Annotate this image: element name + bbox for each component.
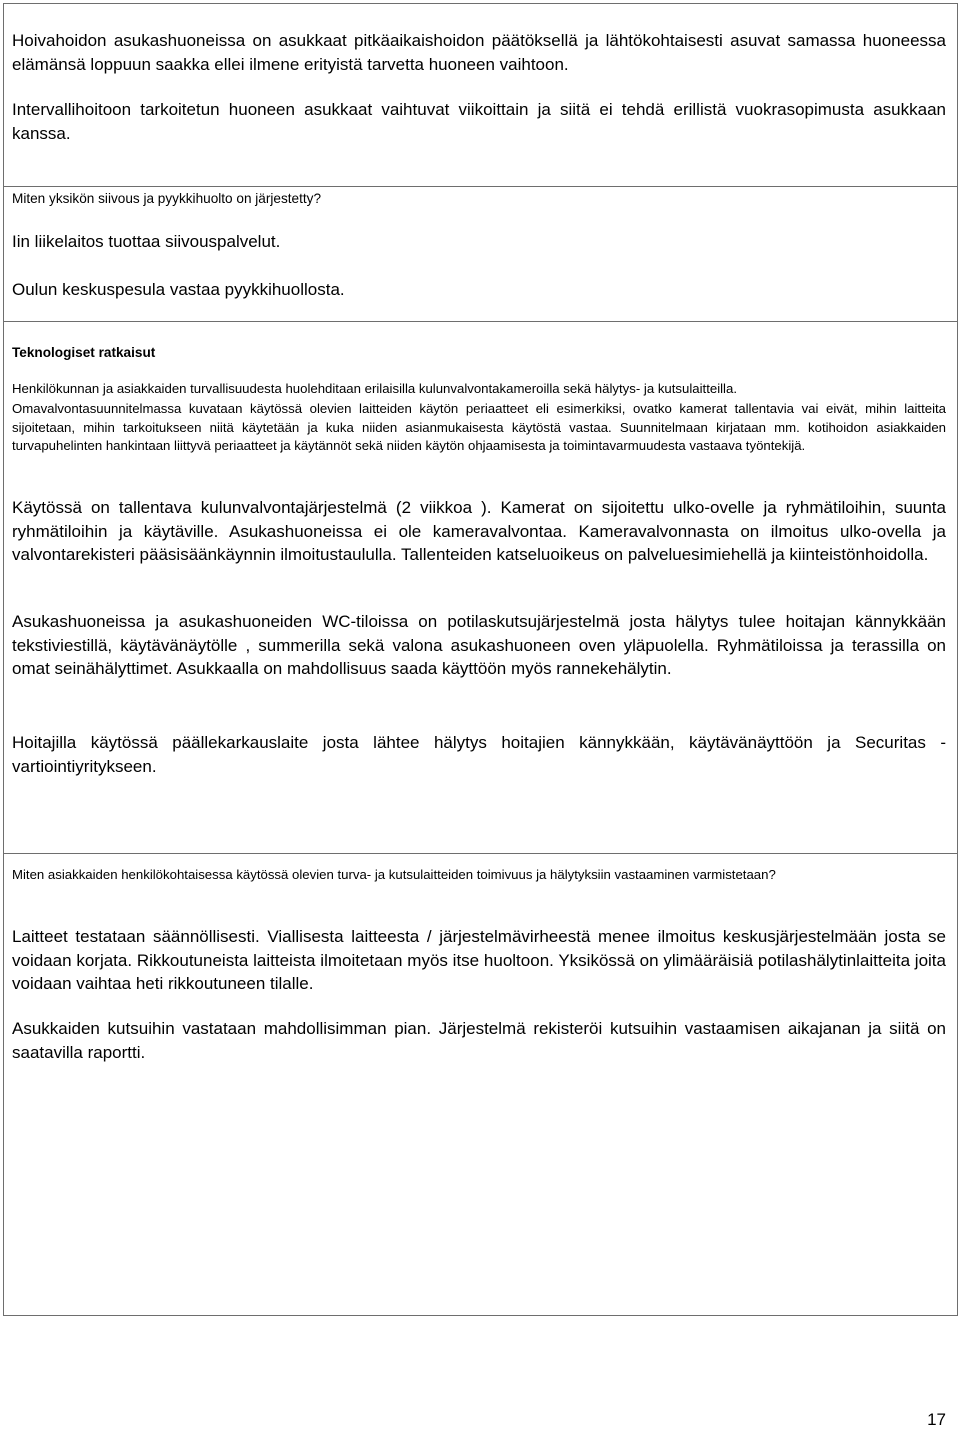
page-number: 17 <box>927 1410 946 1429</box>
device-monitoring-answer-2: Asukkaiden kutsuihin vastataan mahdollisimman pian. Järjestelmä rekisteröi kutsuihin vastaamisen aikajanan ja siitä on saatavilla raportti. <box>12 1019 946 1062</box>
resident-rooms-paragraph-2: Intervallihoitoon tarkoitetun huoneen asukkaat vaihtuvat viikoittain ja siitä ei tehdä erillistä vuokrasopimusta asukkaan kanssa. <box>12 100 946 143</box>
cleaning-answer-1: Iin liikelaitos tuottaa siivouspalvelut. <box>12 232 281 251</box>
technology-heading: Teknologiset ratkaisut <box>12 345 156 360</box>
technology-answer-1: Käytössä on tallentava kulunvalvontajärjestelmä (2 viikkoa ). Kamerat on sijoitettu ulko-ovelle ja ryhmätiloihin, suunta ryhmätiloihin ja käytäville. Asukashuoneissa ei ole kameravalvontaa. Kameravalvonnasta on ilmoitus ulko-ovella ja valvontarekisteri pääsisäänkäynnin ilmoitustaululla. Tallenteiden katseluoikeus on palveluesimiehellä ja kiinteistönhoidolla. <box>12 498 946 564</box>
section-device-monitoring-box <box>3 853 958 1316</box>
technology-intro-2: Omavalvontasuunnitelmassa kuvataan käytössä olevien laitteiden käytön periaatteet eli esimerkiksi, ovatko kamerat tallentavia vai eivät, mihin laitteita sijoitetaan, mihin tarkoitukseen niitä käytetään ja kuka niiden asianmukaisesta käytöstä vastaa. Suunnitelmaan kirjataan mm. kotihoidon asiakkaiden turvapuhelinten hankintaan liittyvä periaatteet ja käytännöt sekä niiden käytön ohjaamisesta ja toimintavarmuudesta vastaava työntekijä. <box>12 401 946 454</box>
resident-rooms-paragraph-1: Hoivahoidon asukashuoneissa on asukkaat pitkäaikaishoidon päätöksellä ja lähtökohtaisesti asuvat samassa huoneessa elämänsä loppuun saakka ellei ilmene erityistä tarvetta huoneen vaihtoon. <box>12 31 946 74</box>
section-cleaning-box <box>3 186 958 322</box>
technology-answer-2: Asukashuoneissa ja asukashuoneiden WC-tiloissa on potilaskutsujärjestelmä josta hälytys tulee hoitajan kännykkään tekstiviestillä, käytävänäytölle , summerilla sekä valona asukashuoneen oven yläpuolella. Ryhmätiloissa ja terassilla on omat seinähälyttimet. Asukkaalla on mahdollisuus saada käyttöön myös rannekehälytin. <box>12 612 946 678</box>
cleaning-question: Miten yksikön siivous ja pyykkihuolto on järjestetty? <box>12 191 322 206</box>
device-monitoring-answer-1: Laitteet testataan säännöllisesti. Viallisesta laitteesta / järjestelmävirheestä menee ilmoitus keskusjärjestelmään josta se voidaan korjata. Rikkoutuneista laitteista ilmoitetaan myös itse huoltoon. Yksikössä on ylimääräisiä potilashälytinlaitteita joita voidaan vaihtaa heti rikkoutuneen tilalle. <box>12 927 946 993</box>
cleaning-answer-2: Oulun keskuspesula vastaa pyykkihuollosta. <box>12 280 345 299</box>
device-monitoring-question: Miten asiakkaiden henkilökohtaisessa käytössä olevien turva- ja kutsulaitteiden toimivuus ja hälytyksiin vastaaminen varmistetaan? <box>12 867 776 882</box>
technology-answer-3: Hoitajilla käytössä päällekarkauslaite josta lähtee hälytys hoitajien kännykkään, käytävänäyttöön ja Securitas - vartiointiyritykseen. <box>12 733 946 776</box>
technology-intro-1: Henkilökunnan ja asiakkaiden turvallisuudesta huolehditaan erilaisilla kulunvalvontakameroilla sekä hälytys- ja kutsulaitteilla. <box>12 381 737 396</box>
